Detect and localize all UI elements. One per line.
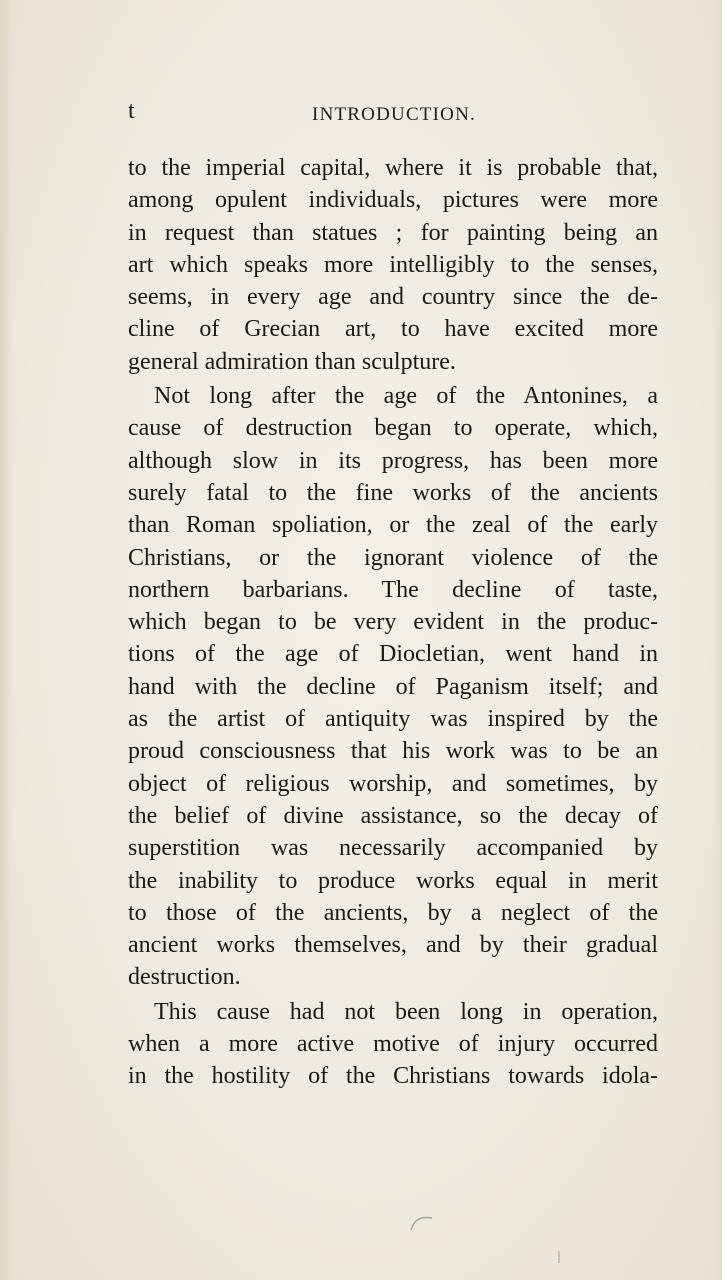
- text-line: general admiration than sculpture.: [128, 348, 456, 375]
- paragraph: [128, 996, 658, 1093]
- running-head: INTRODUCTION.: [312, 104, 476, 125]
- text-line: Not long after the age of the Antonines, a: [154, 383, 658, 410]
- text-line: art which speaks more intelligibly to the senses,: [128, 251, 658, 278]
- text-line: hand with the decline of Paganism itself; and: [128, 673, 658, 700]
- text-line: to those of the ancients, by a neglect of the: [128, 899, 658, 926]
- paper-blemish-icon: [555, 1250, 563, 1264]
- text-line: This cause had not been long in operation,: [154, 998, 658, 1025]
- page-gutter-shadow: [0, 0, 14, 1280]
- text-line: Christians, or the ignorant violence of the: [128, 544, 658, 571]
- text-line: destruction.: [128, 964, 241, 991]
- body-text: [128, 152, 658, 1093]
- text-line: northern barbarians. The decline of taste,: [128, 576, 658, 603]
- text-line: which began to be very evident in the produc-: [128, 609, 658, 636]
- text-line: to the imperial capital, where it is probable that,: [128, 155, 658, 181]
- text-line: although slow in its progress, has been more: [128, 447, 658, 474]
- text-line: seems, in every age and country since the de-: [128, 284, 658, 311]
- page-edge-shadow: [712, 0, 722, 1280]
- text-line: surely fatal to the fine works of the ancients: [128, 479, 658, 506]
- page-folio: t: [128, 98, 135, 124]
- text-line: superstition was necessarily accompanied by: [128, 835, 658, 862]
- paragraph: [128, 152, 658, 378]
- text-line: as the artist of antiquity was inspired by the: [128, 706, 658, 733]
- text-line: cline of Grecian art, to have excited more: [128, 316, 658, 343]
- text-line: tions of the age of Diocletian, went hand in: [128, 641, 658, 668]
- text-line: in request than statues ; for painting being an: [128, 219, 658, 246]
- text-line: object of religious worship, and sometimes, by: [128, 770, 658, 797]
- text-line: the belief of divine assistance, so the decay of: [128, 802, 658, 829]
- text-line: cause of destruction began to operate, which,: [128, 415, 658, 442]
- text-line: ancient works themselves, and by their gradual: [128, 932, 658, 959]
- text-line: the inability to produce works equal in merit: [128, 867, 658, 894]
- text-line: proud consciousness that his work was to be an: [128, 738, 658, 765]
- text-line: than Roman spoliation, or the zeal of the early: [128, 512, 658, 539]
- text-line: when a more active motive of injury occurred: [128, 1031, 658, 1058]
- paper-blemish-icon: [408, 1212, 438, 1234]
- text-line: among opulent individuals, pictures were more: [128, 187, 658, 214]
- text-line: in the hostility of the Christians towards idola-: [128, 1063, 658, 1090]
- paragraph: [128, 380, 658, 994]
